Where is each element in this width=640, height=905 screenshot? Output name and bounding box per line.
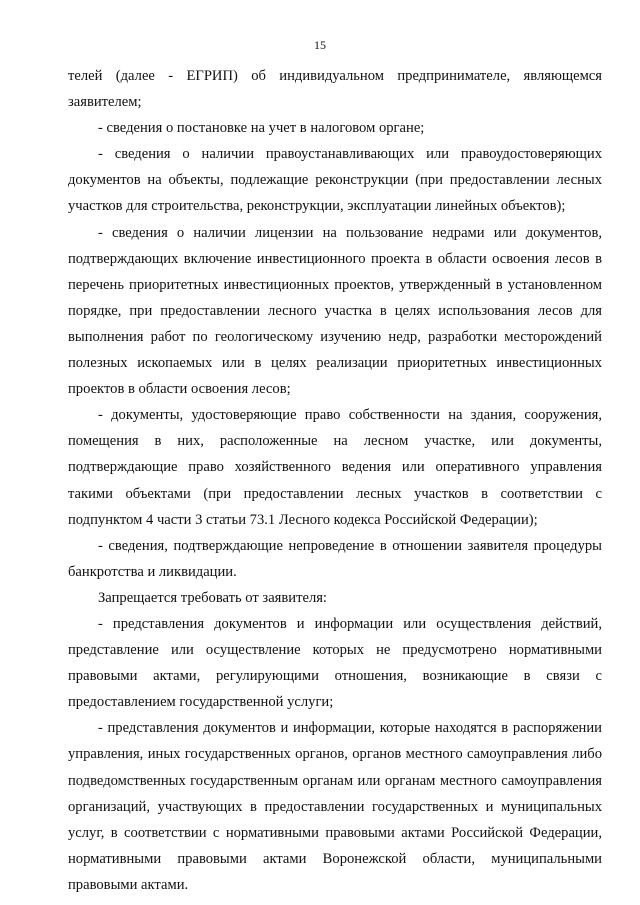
paragraph: - сведения о постановке на учет в налоговом органе; — [98, 120, 425, 137]
body-text — [68, 63, 602, 898]
paragraph: телей (далее - ЕГРИП) об индивидуальном предпринимателе, являющемся заявителем; — [68, 68, 602, 111]
paragraph: - сведения о наличии правоустанавливающих или правоудостоверяющих документов на объекты, подлежащие реконструкции (при предоставлении лесных участков для строительства, реконструкции, эксплуатации линейных объектов); — [68, 146, 602, 215]
paragraph: - представления документов и информации или осуществления действий, представление или осуществление которых не предусмотрено нормативными правовыми актами, регулирующими отношения, возникающие в связи с предоставлением государственной услуги; — [68, 615, 602, 711]
paragraph: - сведения, подтверждающие непроведение в отношении заявителя процедуры банкротства и ликвидации. — [68, 537, 602, 580]
paragraph: - представления документов и информации, которые находятся в распоряжении управления, иных государственных органов, органов местного самоуправления либо подведомственных государственным органам или органам местного самоуправления организаций, участвующих в предоставлении государственных и муниципальных услуг, в соответствии с нормативными правовыми актами Российской Федерации, нормативными правовыми актами Воронежской области, муниципальными правовыми актами. — [68, 720, 602, 893]
paragraph: Запрещается требовать от заявителя: — [98, 589, 327, 606]
page-number: 15 — [314, 38, 326, 52]
paragraph: - документы, удостоверяющие право собственности на здания, сооружения, помещения в них, расположенные на лесном участке, или документы, подтверждающие право хозяйственного ведения или оперативного управления такими объектами (при предоставлении лесных участков в соответствии с подпунктом 4 части 3 статьи 73.1 Лесного кодекса Российской Федерации); — [68, 407, 602, 528]
paragraph: - сведения о наличии лицензии на пользование недрами или документов, подтверждающих включение инвестиционного проекта в области освоения лесов в перечень приоритетных инвестиционных проектов, утвержденный в установленном порядке, при предоставлении лесного участка в целях использования лесов для выполнения работ по геологическому изучению недр, разработки месторождений полезных ископаемых или в целях реализации приоритетных инвестиционных проектов в области освоения лесов; — [68, 224, 602, 398]
